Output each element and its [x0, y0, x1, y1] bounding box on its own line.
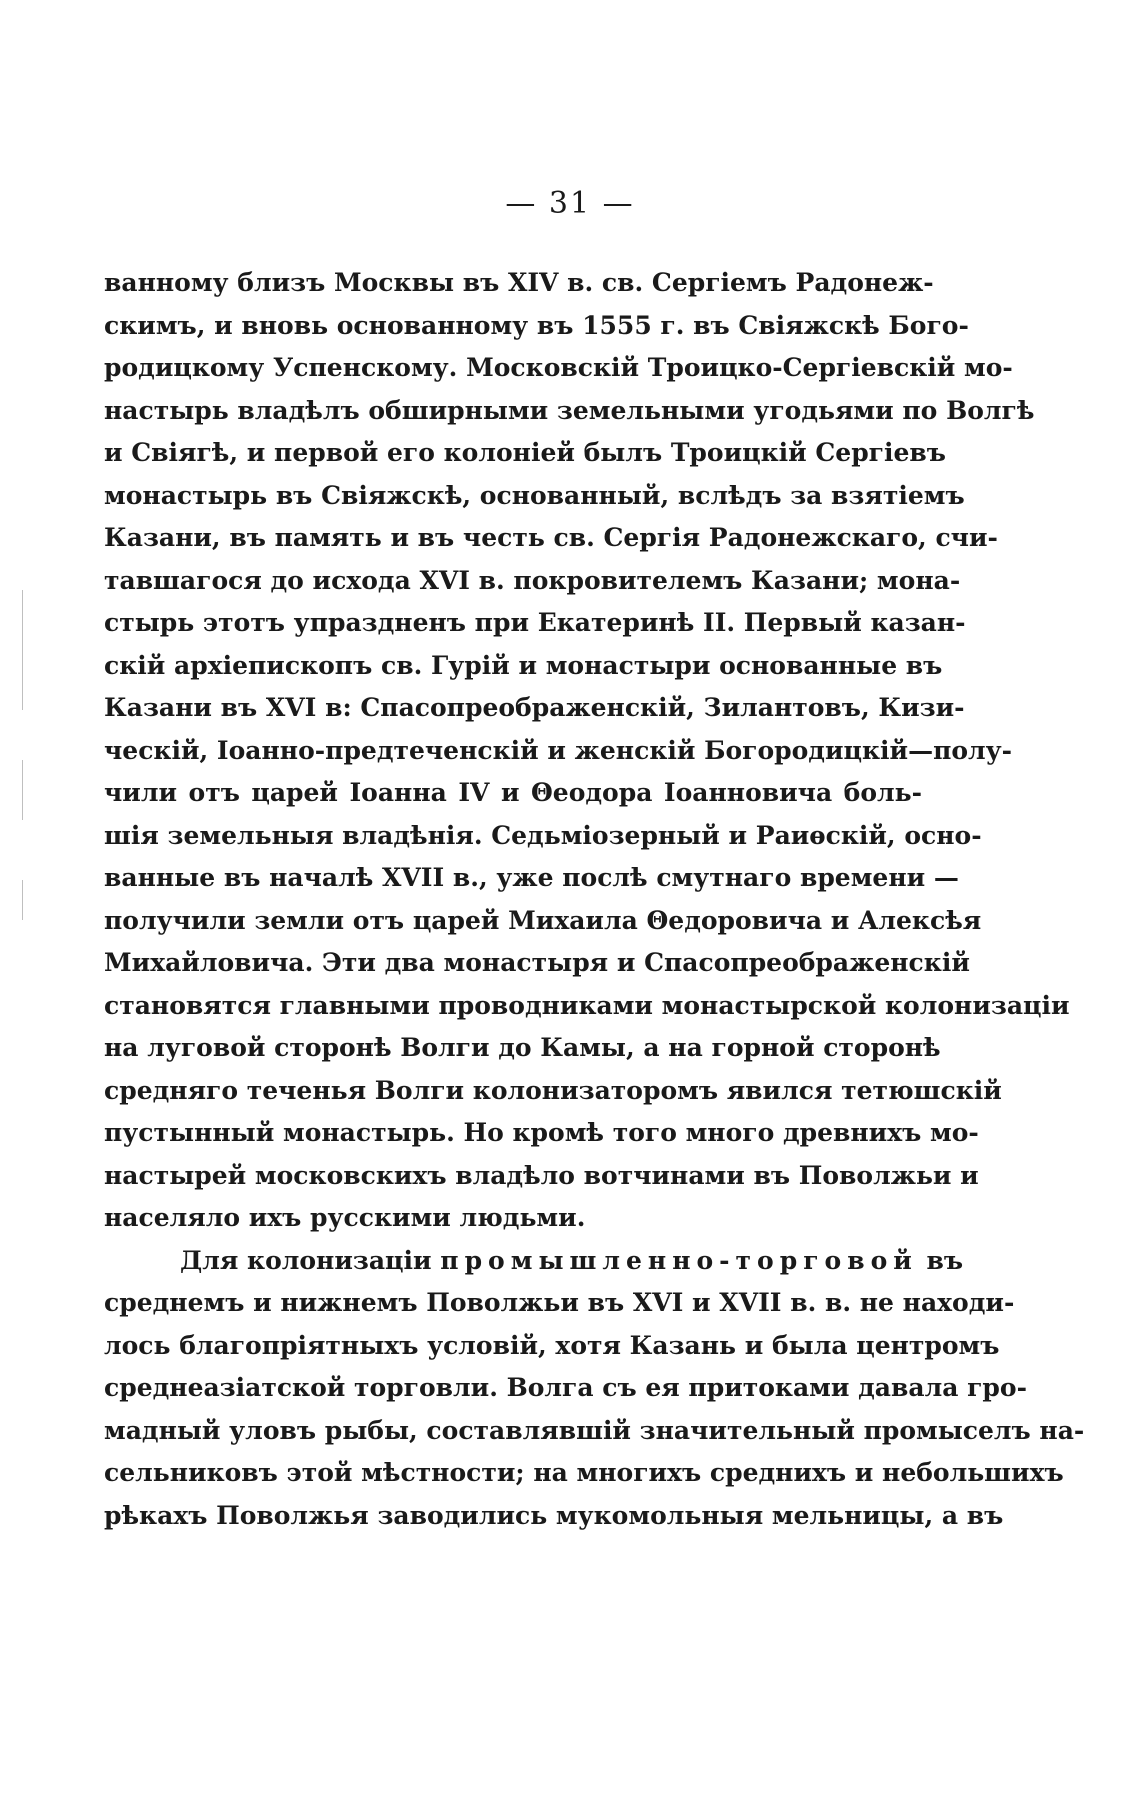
- text-line: сельниковъ этой мѣстности; на многихъ среднихъ и небольшихъ: [104, 1458, 1064, 1487]
- text-line: лось благопріятныхъ условій, хотя Казань и была центромъ: [104, 1330, 1000, 1360]
- paragraph-first-line: [104, 1240, 964, 1283]
- text-line: стырь этотъ упраздненъ при Екатеринѣ II. Первый казан-: [104, 608, 966, 637]
- text-fragment: Для колонизаціи: [180, 1245, 432, 1275]
- text-line: скій архіепископъ св. Гурій и монастыри основанные въ: [104, 650, 943, 680]
- text-line: шія земельныя владѣнія. Седьміозерный и Раиѳскій, осно-: [104, 820, 982, 850]
- text-line: ванные въ началѣ XVII в., уже послѣ смутнаго времени —: [104, 863, 959, 892]
- spaced-emphasis: промышленно-торговой: [440, 1245, 918, 1275]
- text-line: населяло ихъ русскими людьми.: [104, 1203, 586, 1232]
- margin-scan-mark: [22, 590, 23, 710]
- text-line: среднеазіатской торговли. Волга съ ея притоками давала гро-: [104, 1373, 1027, 1402]
- text-line: ванному близъ Москвы въ XIV в. св. Сергіемъ Радонеж-: [104, 268, 934, 297]
- text-line: Казани, въ память и въ честь св. Сергія Радонежскаго, счи-: [104, 523, 998, 552]
- body-text: [104, 262, 1085, 1537]
- text-line: настырь владѣлъ обширными земельными угодьями по Волгѣ: [104, 395, 1035, 425]
- text-line: пустынный монастырь. Но кромѣ того много древнихъ мо-: [104, 1118, 979, 1147]
- text-line: Михайловича. Эти два монастыря и Спасопреображенскій: [104, 948, 970, 977]
- text-line: настырей московскихъ владѣло вотчинами въ Поволжьи и: [104, 1160, 979, 1190]
- text-line: чили отъ царей Іоанна IV и Θеодора Іоанновича боль-: [104, 778, 922, 807]
- text-line: тавшагося до исхода XVI в. покровителемъ Казани; мона-: [104, 565, 961, 595]
- text-line: становятся главными проводниками монастырской колонизаціи: [104, 990, 1070, 1020]
- text-line: Казани въ XVI в: Спасопреображенскій, Зилантовъ, Кизи-: [104, 693, 965, 722]
- text-line: скимъ, и вновь основанному въ 1555 г. въ Свіяжскѣ Бого-: [104, 310, 969, 340]
- text-line: средняго теченья Волги колонизаторомъ явился тетюшскій: [104, 1075, 1002, 1105]
- text-line: ческій, Іоанно-предтеченскій и женскій Богородицкій—полу-: [104, 735, 1013, 765]
- page-number: — 31 —: [505, 186, 635, 221]
- text-line: получили земли отъ царей Михаила Θедоровича и Алексѣя: [104, 905, 982, 935]
- text-fragment: въ: [926, 1245, 964, 1275]
- text-line: и Свіягѣ, и первой его колоніей былъ Троицкій Сергіевъ: [104, 438, 946, 467]
- text-line: на луговой сторонѣ Волги до Камы, а на горной сторонѣ: [104, 1033, 941, 1062]
- margin-scan-mark: [22, 760, 23, 820]
- text-line: родицкому Успенскому. Московскій Троицко-Сергіевскій мо-: [104, 353, 1013, 382]
- text-line: среднемъ и нижнемъ Поволжьи въ XVI и XVII в. в. не находи-: [104, 1288, 1015, 1317]
- text-line: монастырь въ Свіяжскѣ, основанный, вслѣдъ за взятіемъ: [104, 480, 965, 510]
- text-line: мадный уловъ рыбы, составлявшій значительный промыселъ на-: [104, 1415, 1085, 1445]
- margin-scan-mark: [22, 880, 23, 920]
- text-line: рѣкахъ Поволжья заводились мукомольныя мельницы, а въ: [104, 1500, 1004, 1530]
